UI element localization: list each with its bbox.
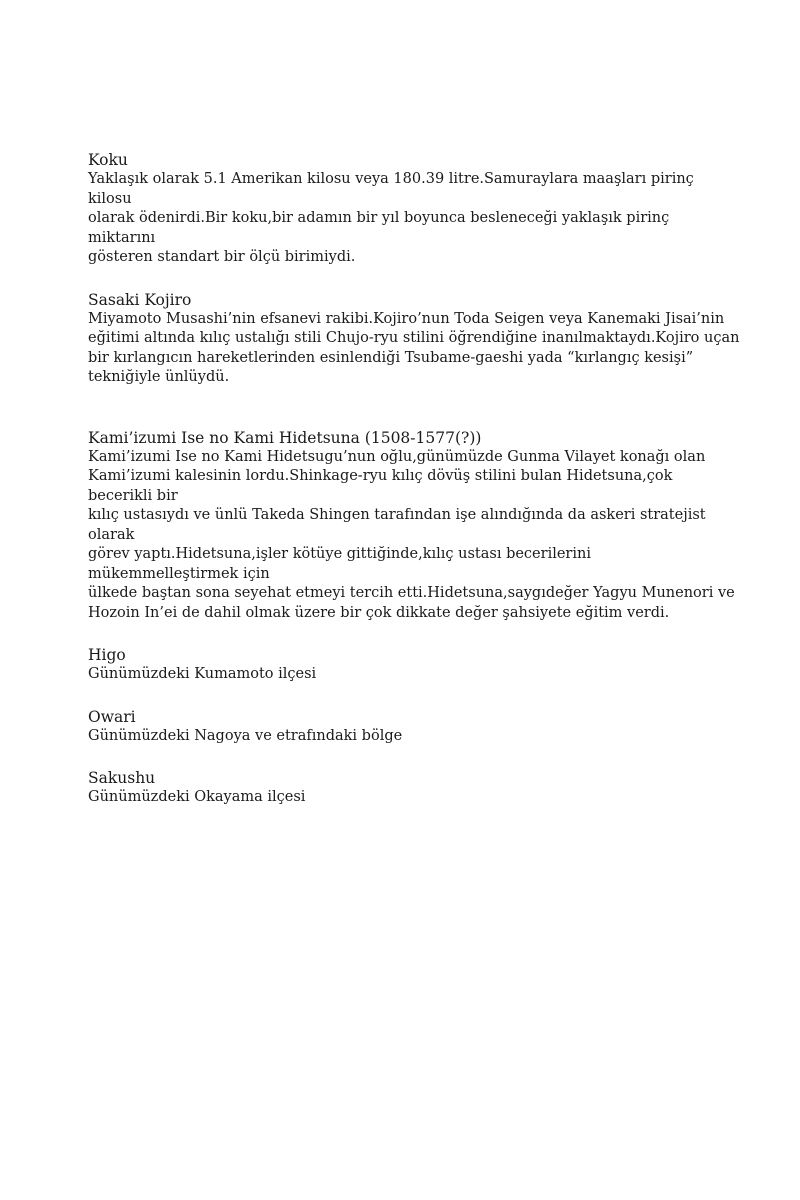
entry-term: Owari (88, 707, 136, 726)
glossary-entry-higo (88, 645, 740, 685)
glossary-entry-sakushu (88, 768, 740, 808)
entry-description (88, 310, 740, 388)
entry-description (88, 170, 740, 268)
entry-description (88, 727, 740, 747)
glossary-entry-owari (88, 707, 740, 747)
description-line: gösteren standart bir ölçü birimiydi. (88, 249, 356, 265)
description-line: Günümüzdeki Nagoya ve etrafındaki bölge (88, 727, 403, 744)
entry-term: Sasaki Kojiro (88, 290, 192, 309)
entry-description (88, 665, 740, 685)
glossary-entry-hidetsuna (88, 428, 740, 624)
description-line: Miyamoto Musashi’nin efsanevi rakibi.Kojiro’nun Toda Seigen veya Kanemaki Jisai’nin (88, 310, 725, 327)
description-line: Günümüzdeki Okayama ilçesi (88, 789, 306, 805)
description-line: Kami’izumi Ise no Kami Hidetsugu’nun oğlu,günümüzde Gunma Vilayet konağı olan (88, 448, 706, 465)
glossary-entry-koku (88, 150, 740, 268)
description-line: ülkede baştan sona seyehat etmeyi tercih etti.Hidetsuna,saygıdeğer Yagyu Munenori ve (88, 585, 735, 601)
description-line: eğitimi altında kılıç ustalığı stili Chujo-ryu stilini öğrendiğine inanılmaktaydı.Kojiro uçan (88, 330, 740, 346)
entry-term: Koku (88, 151, 128, 169)
description-line: Günümüzdeki Kumamoto ilçesi (88, 666, 317, 682)
entry-term: Kami’izumi Ise no Kami Hidetsuna (1508-1577(?)) (88, 428, 482, 447)
description-line: kılıç ustasıydı ve ünlü Takeda Shingen tarafından işe alındığında da askeri stratejist olarak (88, 507, 706, 543)
entry-term: Higo (88, 646, 126, 664)
description-line: Yaklaşık olarak 5.1 Amerikan kilosu veya 180.39 litre.Samuraylara maaşları pirinç kilosu (88, 171, 694, 207)
glossary-entry-sasaki-kojiro (88, 290, 740, 388)
glossary-page (88, 150, 740, 808)
description-line: görev yaptı.Hidetsuna,işler kötüye gittiğinde,kılıç ustası becerilerini mükemmelleştirmek için (88, 546, 591, 582)
description-line: olarak ödenirdi.Bir koku,bir adamın bir yıl boyunca besleneceği yaklaşık pirinç miktarını (88, 210, 670, 246)
entry-term: Sakushu (88, 769, 156, 787)
description-line: tekniğiyle ünlüydü. (88, 369, 230, 385)
description-line: bir kırlangıcın hareketlerinden esinlendiği Tsubame-gaeshi yada “kırlangıç kesişi” (88, 349, 694, 366)
entry-description (88, 788, 740, 808)
description-line: Hozoin In’ei de dahil olmak üzere bir çok dikkate değer şahsiyete eğitim verdi. (88, 604, 670, 621)
entry-description (88, 448, 740, 624)
description-line: Kami’izumi kalesinin lordu.Shinkage-ryu kılıç dövüş stilini bulan Hidetsuna,çok becerikli bir (88, 468, 673, 504)
